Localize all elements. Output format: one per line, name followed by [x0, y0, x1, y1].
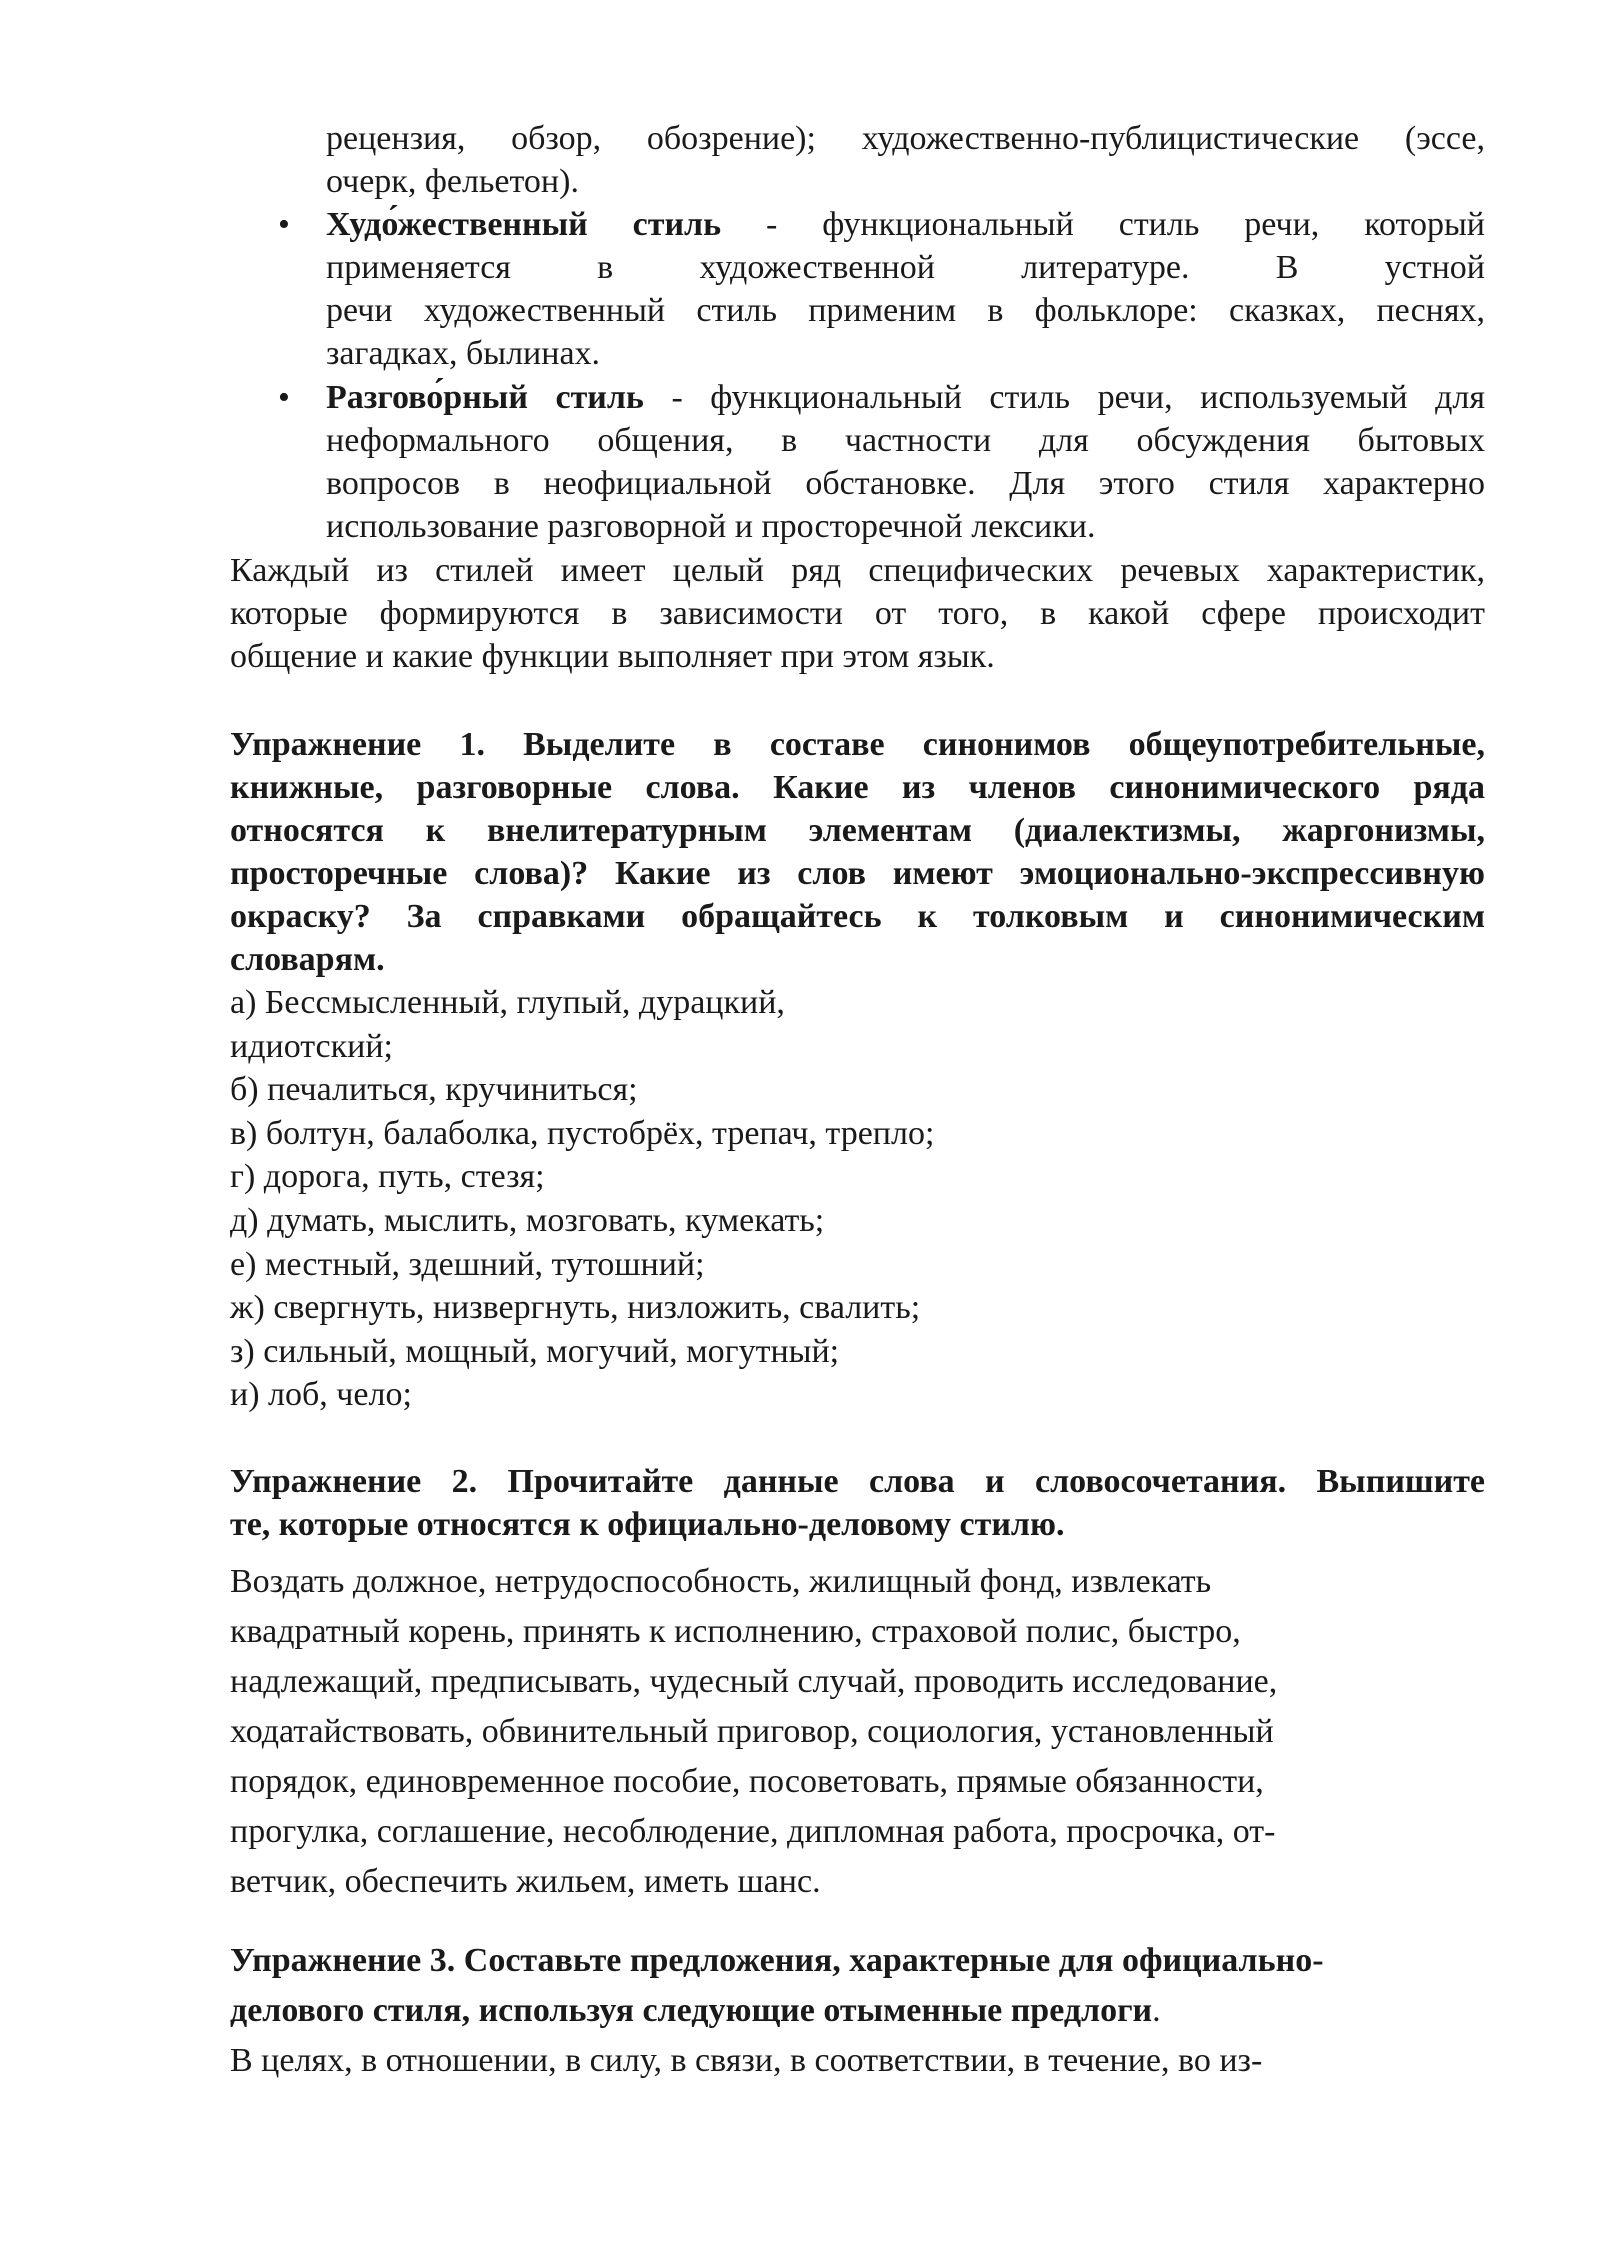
list-item: е) местный, здешний, тутошний;: [230, 1245, 705, 1283]
exercise-1-heading: [230, 723, 1485, 981]
list-item: з) сильный, мощный, могучий, могутный;: [230, 1332, 840, 1370]
text-line: общение и какие функции выполняет при этом язык.: [230, 638, 995, 675]
heading-line: относятся к внелитературным элементам (диалектизмы, жаргонизмы,: [230, 812, 1485, 849]
text-line: очерк, фельетон).: [326, 163, 579, 200]
list-item: а) Бессмысленный, глупый, дурацкий,: [230, 984, 785, 1021]
text-line: - функциональный стиль речи, который: [721, 206, 1485, 243]
text-line: ветчик, обеспечить жильем, иметь шанс.: [230, 1863, 821, 1900]
text-line: В целях, в отношении, в силу, в связи, в соответствии, в течение, во из-: [230, 2042, 1263, 2079]
text-line: прогулка, соглашение, несоблюдение, дипломная работа, просрочка, от-: [230, 1813, 1276, 1850]
list-item: в) болтун, балаболка, пустобрёх, трепач, трепло;: [230, 1114, 935, 1152]
list-item: [326, 203, 1485, 375]
text-line: Каждый из стилей имеет целый ряд специфических речевых характеристик,: [230, 552, 1485, 589]
text-line: неформального общения, в частности для обсуждения бытовых: [326, 422, 1485, 459]
list-item: г) дорога, путь, стезя;: [230, 1158, 545, 1196]
exercise-2-body: [230, 1557, 1485, 1907]
text-line: Воздать должное, нетрудоспособность, жилищный фонд, извлекать: [230, 1563, 1212, 1600]
text-line: надлежащий, предписывать, чудесный случай, проводить исследование,: [230, 1663, 1278, 1700]
text-line: вопросов в неофициальной обстановке. Для этого стиля характерно: [326, 465, 1485, 502]
heading-line: словарям.: [230, 941, 385, 978]
list-item: [326, 376, 1485, 548]
list-item: и) лоб, чело;: [230, 1376, 412, 1414]
bullet-icon: •: [278, 206, 290, 243]
text-line: - функциональный стиль речи, используемый для: [643, 379, 1485, 416]
list-item: ж) свергнуть, низвергнуть, низложить, свалить;: [230, 1289, 921, 1327]
text-line: ходатайствовать, обвинительный приговор, социология, установленный: [230, 1713, 1274, 1750]
list-item: б) печалиться, кручиниться;: [230, 1071, 638, 1109]
heading-tail: .: [1152, 1992, 1161, 2029]
heading-line: те, которые относятся к официально-деловому стилю.: [230, 1506, 1065, 1543]
heading-line: Упражнение 1. Выделите в составе синонимов общеупотребительные,: [230, 726, 1485, 763]
heading-line: просторечные слова)? Какие из слов имеют эмоционально-экспрессивную: [230, 855, 1485, 892]
continuation-text: [326, 117, 1485, 203]
bullet-icon: •: [278, 379, 290, 416]
heading-line: Упражнение 3. Составьте предложения, характерные для официально-: [230, 1942, 1324, 1979]
heading-line: окраску? За справками обращайтесь к толковым и синонимическим: [230, 898, 1485, 935]
list-item: идиотский;: [230, 1027, 393, 1065]
text-line: рецензия, обзор, обозрение); художественно-публицистические (эссе,: [326, 120, 1485, 157]
text-line: использование разговорной и просторечной лексики.: [326, 508, 1096, 545]
text-line: загадках, былинах.: [326, 335, 601, 372]
text-line: порядок, единовременное пособие, посоветовать, прямые обязанности,: [230, 1763, 1264, 1800]
summary-paragraph: [230, 549, 1485, 678]
text-line: которые формируются в зависимости от того, в какой сфере происходит: [230, 595, 1485, 632]
bullet-term: Разгово́рный стиль: [326, 379, 644, 416]
exercise-2-heading: [230, 1460, 1485, 1546]
list-item: д) думать, мыслить, мозговать, кумекать;: [230, 1201, 825, 1239]
bullet-term: Худо́жественный стиль: [326, 206, 722, 243]
text-line: квадратный корень, принять к исполнению, страховой полис, быстро,: [230, 1613, 1241, 1650]
heading-line: делового стиля, используя следующие отыменные предлоги: [230, 1992, 1153, 2029]
exercise-3: [230, 1936, 1485, 2086]
heading-line: книжные, разговорные слова. Какие из членов синонимического ряда: [230, 769, 1485, 806]
text-line: речи художественный стиль применим в фольклоре: сказках, песнях,: [326, 292, 1485, 329]
exercise-1-list: [230, 981, 1485, 1417]
heading-line: Упражнение 2. Прочитайте данные слова и словосочетания. Выпишите: [230, 1463, 1485, 1500]
text-line: применяется в художественной литературе. В устной: [326, 249, 1485, 286]
